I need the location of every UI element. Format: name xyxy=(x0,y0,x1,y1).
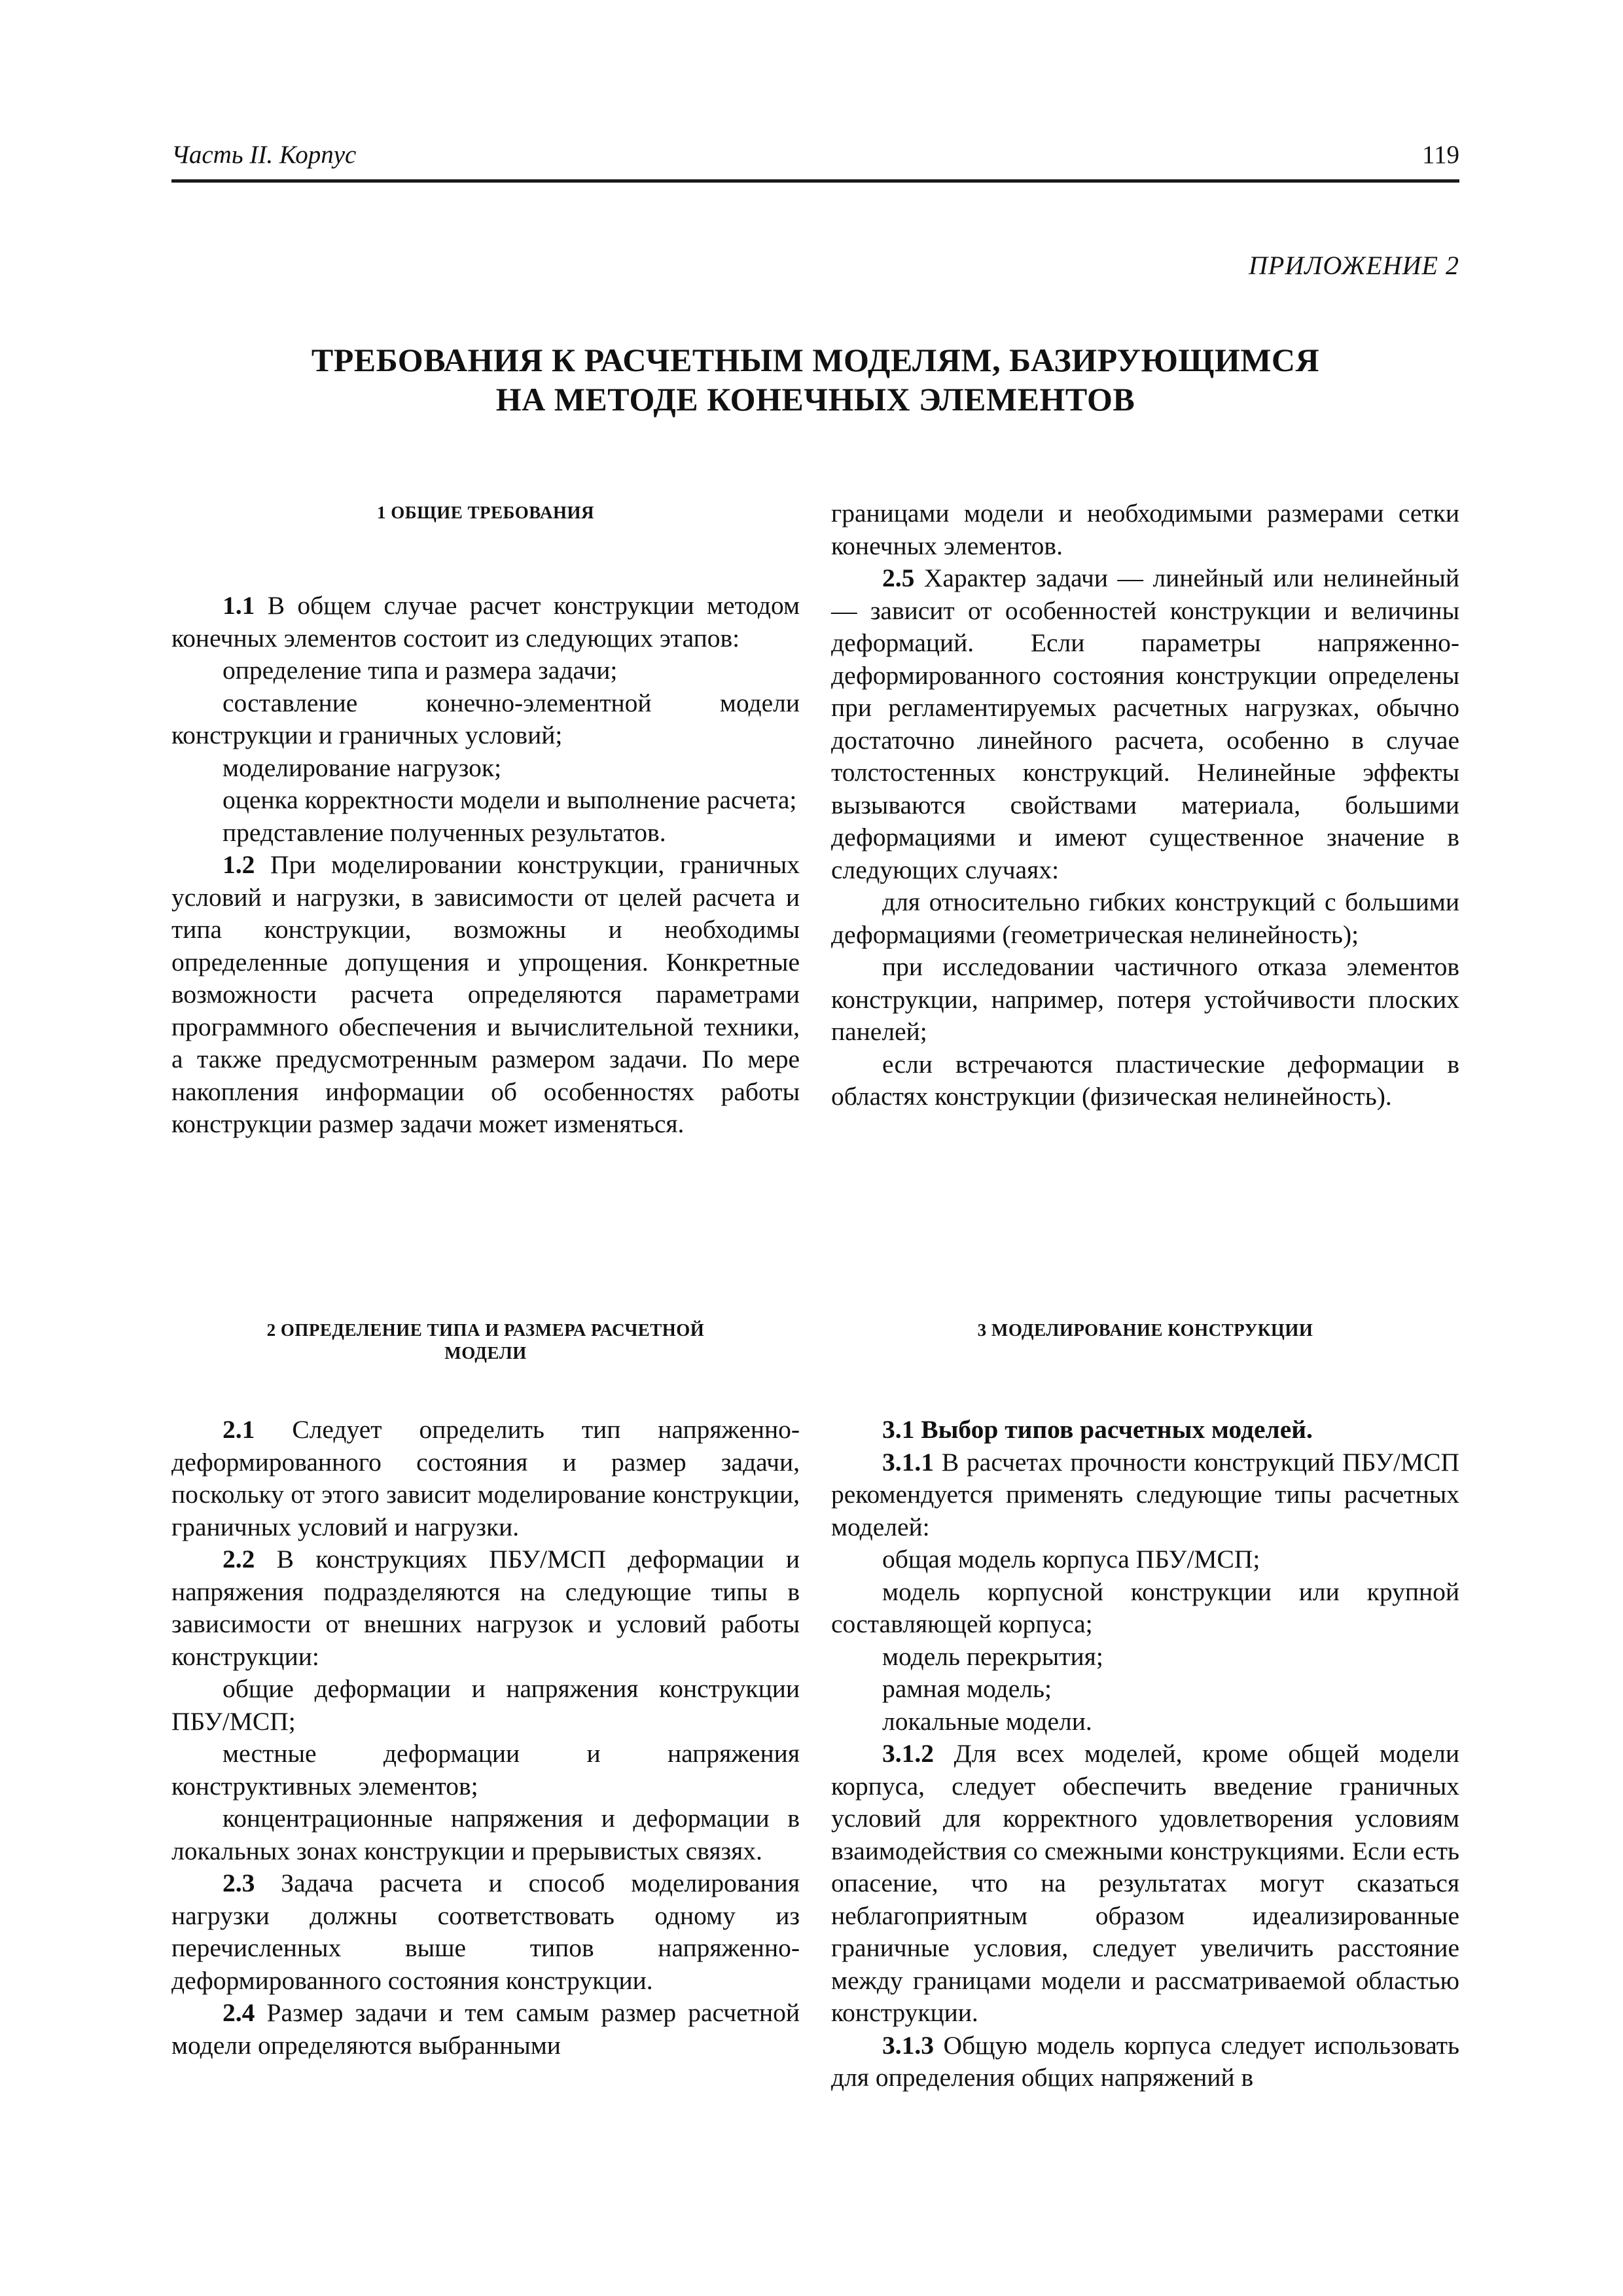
document-title-line-1: ТРЕБОВАНИЯ К РАСЧЕТНЫМ МОДЕЛЯМ, БАЗИРУЮЩИМСЯ xyxy=(311,342,1320,378)
paragraph-text: Задача расчета и способ моделирования нагрузки должны соответствовать одному из перечисленных выше типов напряженно-деформированного состояния конструкции. xyxy=(171,1869,800,1995)
paragraph-2-2 xyxy=(171,1543,800,1673)
section-3-heading: 3 МОДЕЛИРОВАНИЕ КОНСТРУКЦИИ xyxy=(977,1320,1313,1340)
list-item: если встречаются пластические деформации в областях конструкции (физическая нелинейность). xyxy=(831,1049,1459,1111)
list-item: модель корпусной конструкции или крупной составляющей корпуса; xyxy=(831,1577,1459,1638)
section-2 xyxy=(171,1319,800,2062)
paragraph-number: 2.3 xyxy=(223,1869,255,1897)
paragraph-2-3 xyxy=(171,1867,800,1997)
appendix-label: ПРИЛОЖЕНИЕ 2 xyxy=(1249,251,1459,280)
list-item: для относительно гибких конструкций с большими деформациями (геометрическая нелинейность); xyxy=(831,888,1459,949)
section-3 xyxy=(831,1319,1459,2094)
paragraph-2-4 xyxy=(171,1997,800,2062)
paragraph-text: Общую модель корпуса следует использовать для определения общих напряжений в xyxy=(831,2030,1459,2092)
page-number: 119 xyxy=(1421,141,1459,169)
running-header xyxy=(171,139,1459,183)
paragraph-number: 2.1 xyxy=(223,1415,255,1444)
paragraph-text: В расчетах прочности конструкций ПБУ/МСП рекомендуется применять следующие типы расчетных моделей: xyxy=(831,1447,1459,1541)
paragraph-3-1-2 xyxy=(831,1738,1459,2030)
paragraph-number: 3.1.3 xyxy=(882,2030,934,2060)
paragraph-number: 3.1.1 xyxy=(882,1447,934,1477)
section-2-heading-line-1: 2 ОПРЕДЕЛЕНИЕ ТИПА И РАЗМЕРА РАСЧЕТНОЙ xyxy=(266,1320,705,1340)
section-1-heading: 1 ОБЩИЕ ТРЕБОВАНИЯ xyxy=(377,503,594,522)
list-item: моделирование нагрузок; xyxy=(223,753,502,782)
list-item: местные деформации и напряжения конструктивных элементов; xyxy=(171,1739,800,1801)
document-title xyxy=(171,340,1459,419)
paragraph-1-1 xyxy=(171,590,800,655)
paragraph-2-5 xyxy=(831,562,1459,886)
paragraph-number: 1.2 xyxy=(223,850,255,879)
paragraph-text: Размер задачи и тем самым размер расчетной модели определяются выбранными xyxy=(171,1998,800,2060)
list-item: общие деформации и напряжения конструкции ПБУ/МСП; xyxy=(171,1674,800,1736)
paragraph-2-4-continued: границами модели и необходимыми размерами сетки конечных элементов. xyxy=(831,499,1459,560)
paragraph-number: 3.1.2 xyxy=(882,1739,934,1768)
list-item: определение типа и размера задачи; xyxy=(223,656,618,685)
paragraph-number: 2.5 xyxy=(882,564,915,592)
list-item: модель перекрытия; xyxy=(882,1641,1103,1671)
subsection-3-1-heading: 3.1 Выбор типов расчетных моделей. xyxy=(882,1415,1313,1444)
section-2-heading-line-2: МОДЕЛИ xyxy=(444,1343,527,1363)
list-item: рамная модель; xyxy=(882,1674,1052,1703)
paragraph-3-1-1 xyxy=(831,1446,1459,1544)
section-1 xyxy=(171,497,800,1141)
paragraph-text: При моделировании конструкции, граничных условий и нагрузки, в зависимости от целей расчета и типа конструкции, возможны и необходимы определенные допущения и упрощения. Конкретные возможности расчета определяются параметрами программного обеспечения и вычислительной техники, а также предусмотренным размером задачи. По мере накопления информации об особенностях работы конструкции размер задачи может изменяться. xyxy=(171,850,800,1138)
document-title-line-2: НА МЕТОДЕ КОНЕЧНЫХ ЭЛЕМЕНТОВ xyxy=(495,381,1135,418)
list-item: оценка корректности модели и выполнение расчета; xyxy=(223,785,797,814)
list-item: составление конечно-элементной модели конструкции и граничных условий; xyxy=(171,688,800,749)
paragraph-text: Характер задачи — линейный или нелинейный — зависит от особенностей конструкции и величины деформаций. Если параметры напряженно-деформированного состояния конструкции определены при регламентируемых расчетных нагрузках, обычно достаточно линейного расчета, особенно в случае толстостенных конструкций. Нелинейные эффекты вызываются свойствами материала, большими деформациями и имеют существенное значение в следующих случаях: xyxy=(831,564,1459,884)
list-item: концентрационные напряжения и деформации в локальных зонах конструкции и прерывистых связях. xyxy=(171,1804,800,1865)
list-item: при исследовании частичного отказа элементов конструкции, например, потеря устойчивости плоских панелей; xyxy=(831,952,1459,1046)
paragraph-1-2 xyxy=(171,849,800,1141)
paragraph-number: 1.1 xyxy=(223,591,255,620)
paragraph-number: 2.4 xyxy=(223,1998,255,2027)
section-2-continued xyxy=(831,497,1459,1113)
paragraph-2-1 xyxy=(171,1414,800,1543)
running-header-title: Часть II. Корпус xyxy=(171,141,357,169)
paragraph-3-1-3 xyxy=(831,2030,1459,2094)
paragraph-text: Для всех моделей, кроме общей модели корпуса, следует обеспечить введение граничных условий для корректного удовлетворения условиям взаимодействия со смежными конструкциями. Если есть опасение, что на результатах могут сказаться неблагоприятным образом идеализированные граничные условия, следует увеличить расстояние между границами модели и рассматриваемой областью конструкции. xyxy=(831,1739,1459,2027)
section-2-heading xyxy=(171,1319,800,1365)
paragraph-number: 2.2 xyxy=(223,1545,255,1573)
paragraph-text: В общем случае расчет конструкции методом конечных элементов состоит из следующих этапов: xyxy=(171,591,800,653)
paragraph-text: В конструкциях ПБУ/МСП деформации и напряжения подразделяются на следующие типы в зависимости от внешних нагрузок и условий работы конструкции: xyxy=(171,1545,800,1671)
paragraph-text: Следует определить тип напряженно-деформированного состояния и размер задачи, поскольку от этого зависит моделирование конструкции, граничных условий и нагрузки. xyxy=(171,1415,800,1541)
list-item: общая модель корпуса ПБУ/МСП; xyxy=(882,1545,1260,1573)
list-item: представление полученных результатов. xyxy=(223,817,666,847)
list-item: локальные модели. xyxy=(882,1706,1092,1736)
